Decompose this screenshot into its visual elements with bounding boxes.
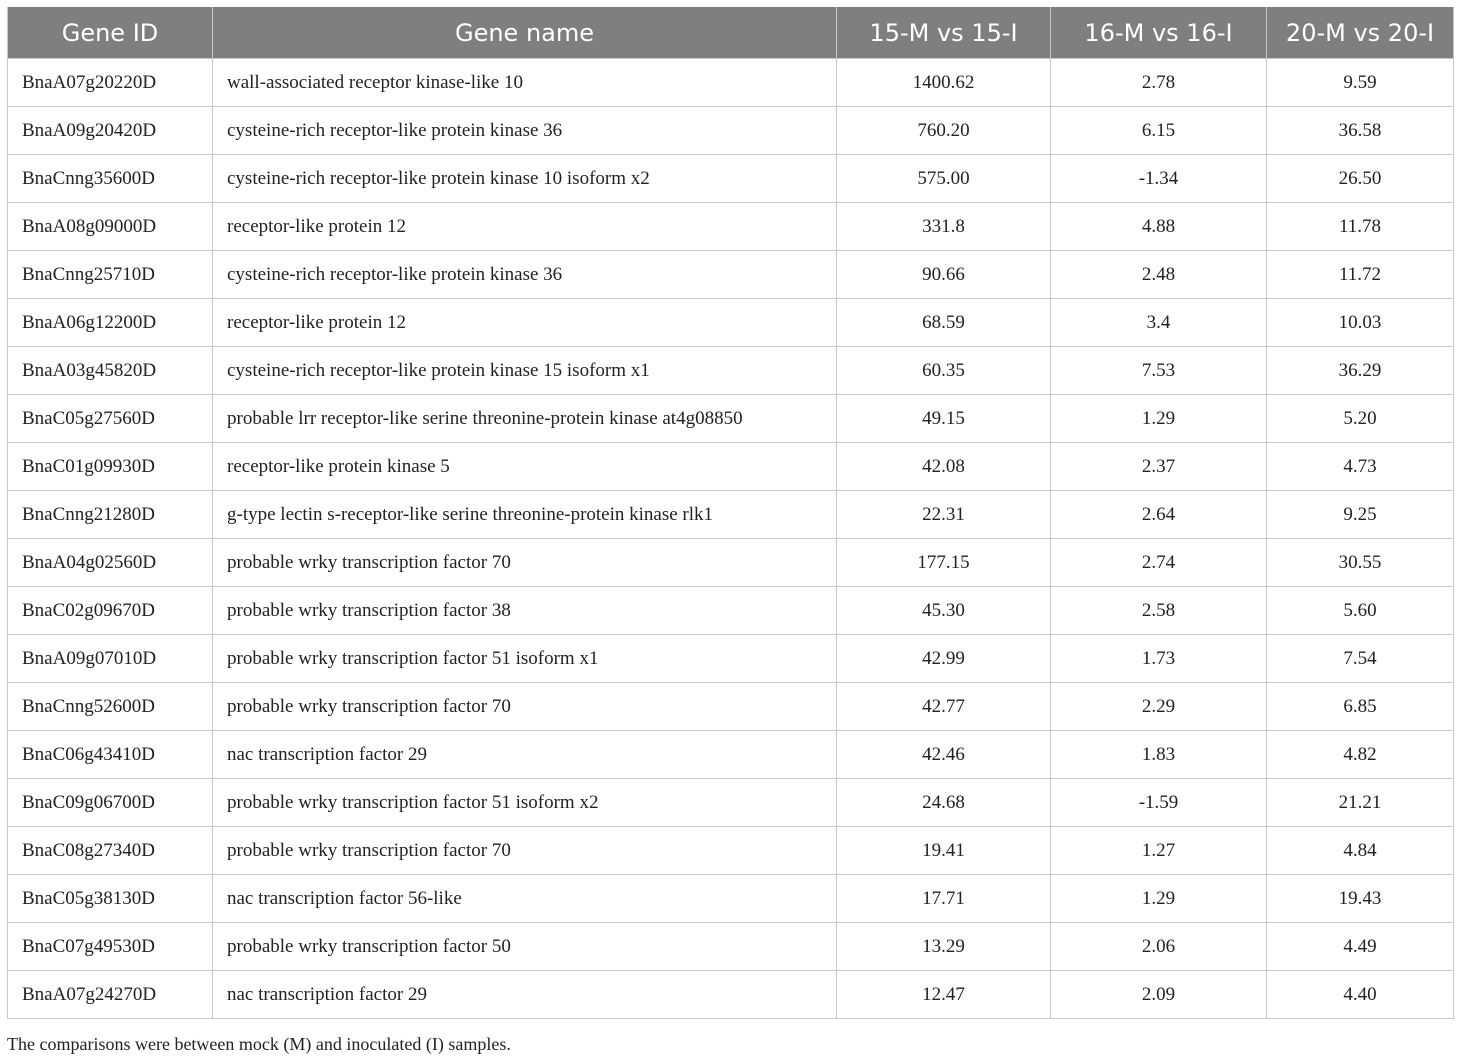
value-20-cell: 9.59	[1267, 59, 1454, 107]
value-20-cell: 4.40	[1267, 971, 1454, 1019]
gene-name-cell: nac transcription factor 29	[213, 731, 837, 779]
value-15-cell: 45.30	[837, 587, 1051, 635]
value-20-cell: 36.29	[1267, 347, 1454, 395]
gene-id-cell: BnaA08g09000D	[8, 203, 213, 251]
value-15-cell: 42.77	[837, 683, 1051, 731]
gene-name-cell: wall-associated receptor kinase-like 10	[213, 59, 837, 107]
value-20-cell: 6.85	[1267, 683, 1454, 731]
value-16-cell: 2.74	[1051, 539, 1267, 587]
gene-name-cell: nac transcription factor 56-like	[213, 875, 837, 923]
value-15-cell: 42.46	[837, 731, 1051, 779]
value-16-cell: 1.29	[1051, 395, 1267, 443]
gene-id-cell: BnaCnng52600D	[8, 683, 213, 731]
value-20-cell: 36.58	[1267, 107, 1454, 155]
value-15-cell: 575.00	[837, 155, 1051, 203]
value-16-cell: 6.15	[1051, 107, 1267, 155]
value-15-cell: 60.35	[837, 347, 1051, 395]
value-15-cell: 760.20	[837, 107, 1051, 155]
gene-id-cell: BnaC05g38130D	[8, 875, 213, 923]
value-20-cell: 4.73	[1267, 443, 1454, 491]
gene-name-cell: receptor-like protein 12	[213, 299, 837, 347]
value-15-cell: 177.15	[837, 539, 1051, 587]
gene-name-cell: receptor-like protein 12	[213, 203, 837, 251]
value-16-cell: 3.4	[1051, 299, 1267, 347]
table-row	[8, 539, 1454, 587]
value-16-cell: 2.64	[1051, 491, 1267, 539]
value-15-cell: 19.41	[837, 827, 1051, 875]
value-15-cell: 17.71	[837, 875, 1051, 923]
table-row	[8, 731, 1454, 779]
value-15-cell: 24.68	[837, 779, 1051, 827]
gene-id-cell: BnaA07g24270D	[8, 971, 213, 1019]
gene-name-cell: probable wrky transcription factor 70	[213, 827, 837, 875]
value-15-cell: 13.29	[837, 923, 1051, 971]
gene-name-cell: probable wrky transcription factor 51 isoform x1	[213, 635, 837, 683]
value-15-cell: 42.99	[837, 635, 1051, 683]
value-16-cell: 2.37	[1051, 443, 1267, 491]
value-20-cell: 19.43	[1267, 875, 1454, 923]
value-16-cell: 2.48	[1051, 251, 1267, 299]
header-15-comparison: 15-M vs 15-I	[837, 7, 1051, 59]
value-16-cell: 1.29	[1051, 875, 1267, 923]
table-row	[8, 395, 1454, 443]
gene-id-cell: BnaA03g45820D	[8, 347, 213, 395]
table-row	[8, 443, 1454, 491]
value-15-cell: 49.15	[837, 395, 1051, 443]
value-16-cell: -1.59	[1051, 779, 1267, 827]
value-16-cell: 2.06	[1051, 923, 1267, 971]
gene-name-cell: probable wrky transcription factor 38	[213, 587, 837, 635]
value-20-cell: 4.49	[1267, 923, 1454, 971]
value-15-cell: 1400.62	[837, 59, 1051, 107]
value-15-cell: 12.47	[837, 971, 1051, 1019]
value-20-cell: 21.21	[1267, 779, 1454, 827]
gene-id-cell: BnaC09g06700D	[8, 779, 213, 827]
value-16-cell: 1.83	[1051, 731, 1267, 779]
table-footnote: The comparisons were between mock (M) and inoculated (I) samples.	[7, 1034, 511, 1054]
table-row	[8, 779, 1454, 827]
table-body	[8, 59, 1454, 1019]
gene-name-cell: probable wrky transcription factor 70	[213, 683, 837, 731]
value-16-cell: 2.09	[1051, 971, 1267, 1019]
value-20-cell: 10.03	[1267, 299, 1454, 347]
table-row	[8, 491, 1454, 539]
gene-table-container	[7, 7, 1453, 1019]
value-20-cell: 11.78	[1267, 203, 1454, 251]
gene-name-cell: cysteine-rich receptor-like protein kinase 15 isoform x1	[213, 347, 837, 395]
gene-id-cell: BnaA07g20220D	[8, 59, 213, 107]
gene-name-cell: nac transcription factor 29	[213, 971, 837, 1019]
value-15-cell: 22.31	[837, 491, 1051, 539]
value-20-cell: 5.20	[1267, 395, 1454, 443]
table-row	[8, 155, 1454, 203]
header-20-comparison: 20-M vs 20-I	[1267, 7, 1454, 59]
gene-name-cell: probable lrr receptor-like serine threonine-protein kinase at4g08850	[213, 395, 837, 443]
gene-name-cell: probable wrky transcription factor 70	[213, 539, 837, 587]
table-row	[8, 971, 1454, 1019]
gene-name-cell: cysteine-rich receptor-like protein kinase 36	[213, 107, 837, 155]
value-16-cell: 2.29	[1051, 683, 1267, 731]
gene-id-cell: BnaA09g20420D	[8, 107, 213, 155]
value-16-cell: -1.34	[1051, 155, 1267, 203]
gene-name-cell: cysteine-rich receptor-like protein kinase 10 isoform x2	[213, 155, 837, 203]
table-row	[8, 347, 1454, 395]
value-15-cell: 90.66	[837, 251, 1051, 299]
value-16-cell: 2.78	[1051, 59, 1267, 107]
gene-id-cell: BnaC01g09930D	[8, 443, 213, 491]
value-16-cell: 1.73	[1051, 635, 1267, 683]
value-20-cell: 9.25	[1267, 491, 1454, 539]
header-row	[8, 7, 1454, 59]
value-20-cell: 26.50	[1267, 155, 1454, 203]
gene-id-cell: BnaC06g43410D	[8, 731, 213, 779]
value-15-cell: 331.8	[837, 203, 1051, 251]
table-row	[8, 875, 1454, 923]
table-row	[8, 203, 1454, 251]
gene-id-cell: BnaA04g02560D	[8, 539, 213, 587]
value-16-cell: 7.53	[1051, 347, 1267, 395]
table-row	[8, 635, 1454, 683]
value-20-cell: 7.54	[1267, 635, 1454, 683]
gene-id-cell: BnaA09g07010D	[8, 635, 213, 683]
gene-id-cell: BnaC05g27560D	[8, 395, 213, 443]
table-row	[8, 587, 1454, 635]
table-row	[8, 827, 1454, 875]
header-16-comparison: 16-M vs 16-I	[1051, 7, 1267, 59]
value-15-cell: 68.59	[837, 299, 1051, 347]
value-16-cell: 1.27	[1051, 827, 1267, 875]
gene-id-cell: BnaCnng35600D	[8, 155, 213, 203]
table-row	[8, 251, 1454, 299]
value-16-cell: 4.88	[1051, 203, 1267, 251]
gene-expression-table	[7, 7, 1454, 1019]
table-row	[8, 107, 1454, 155]
value-16-cell: 2.58	[1051, 587, 1267, 635]
header-gene-id: Gene ID	[8, 7, 213, 59]
table-row	[8, 683, 1454, 731]
gene-name-cell: probable wrky transcription factor 51 isoform x2	[213, 779, 837, 827]
value-20-cell: 30.55	[1267, 539, 1454, 587]
gene-id-cell: BnaCnng25710D	[8, 251, 213, 299]
gene-id-cell: BnaCnng21280D	[8, 491, 213, 539]
gene-name-cell: probable wrky transcription factor 50	[213, 923, 837, 971]
value-15-cell: 42.08	[837, 443, 1051, 491]
value-20-cell: 11.72	[1267, 251, 1454, 299]
table-row	[8, 59, 1454, 107]
table-row	[8, 299, 1454, 347]
gene-id-cell: BnaC07g49530D	[8, 923, 213, 971]
gene-id-cell: BnaC02g09670D	[8, 587, 213, 635]
value-20-cell: 4.82	[1267, 731, 1454, 779]
gene-id-cell: BnaC08g27340D	[8, 827, 213, 875]
gene-name-cell: g-type lectin s-receptor-like serine threonine-protein kinase rlk1	[213, 491, 837, 539]
header-gene-name: Gene name	[213, 7, 837, 59]
table-header	[8, 7, 1454, 59]
value-20-cell: 4.84	[1267, 827, 1454, 875]
table-row	[8, 923, 1454, 971]
gene-id-cell: BnaA06g12200D	[8, 299, 213, 347]
value-20-cell: 5.60	[1267, 587, 1454, 635]
gene-name-cell: cysteine-rich receptor-like protein kinase 36	[213, 251, 837, 299]
gene-name-cell: receptor-like protein kinase 5	[213, 443, 837, 491]
